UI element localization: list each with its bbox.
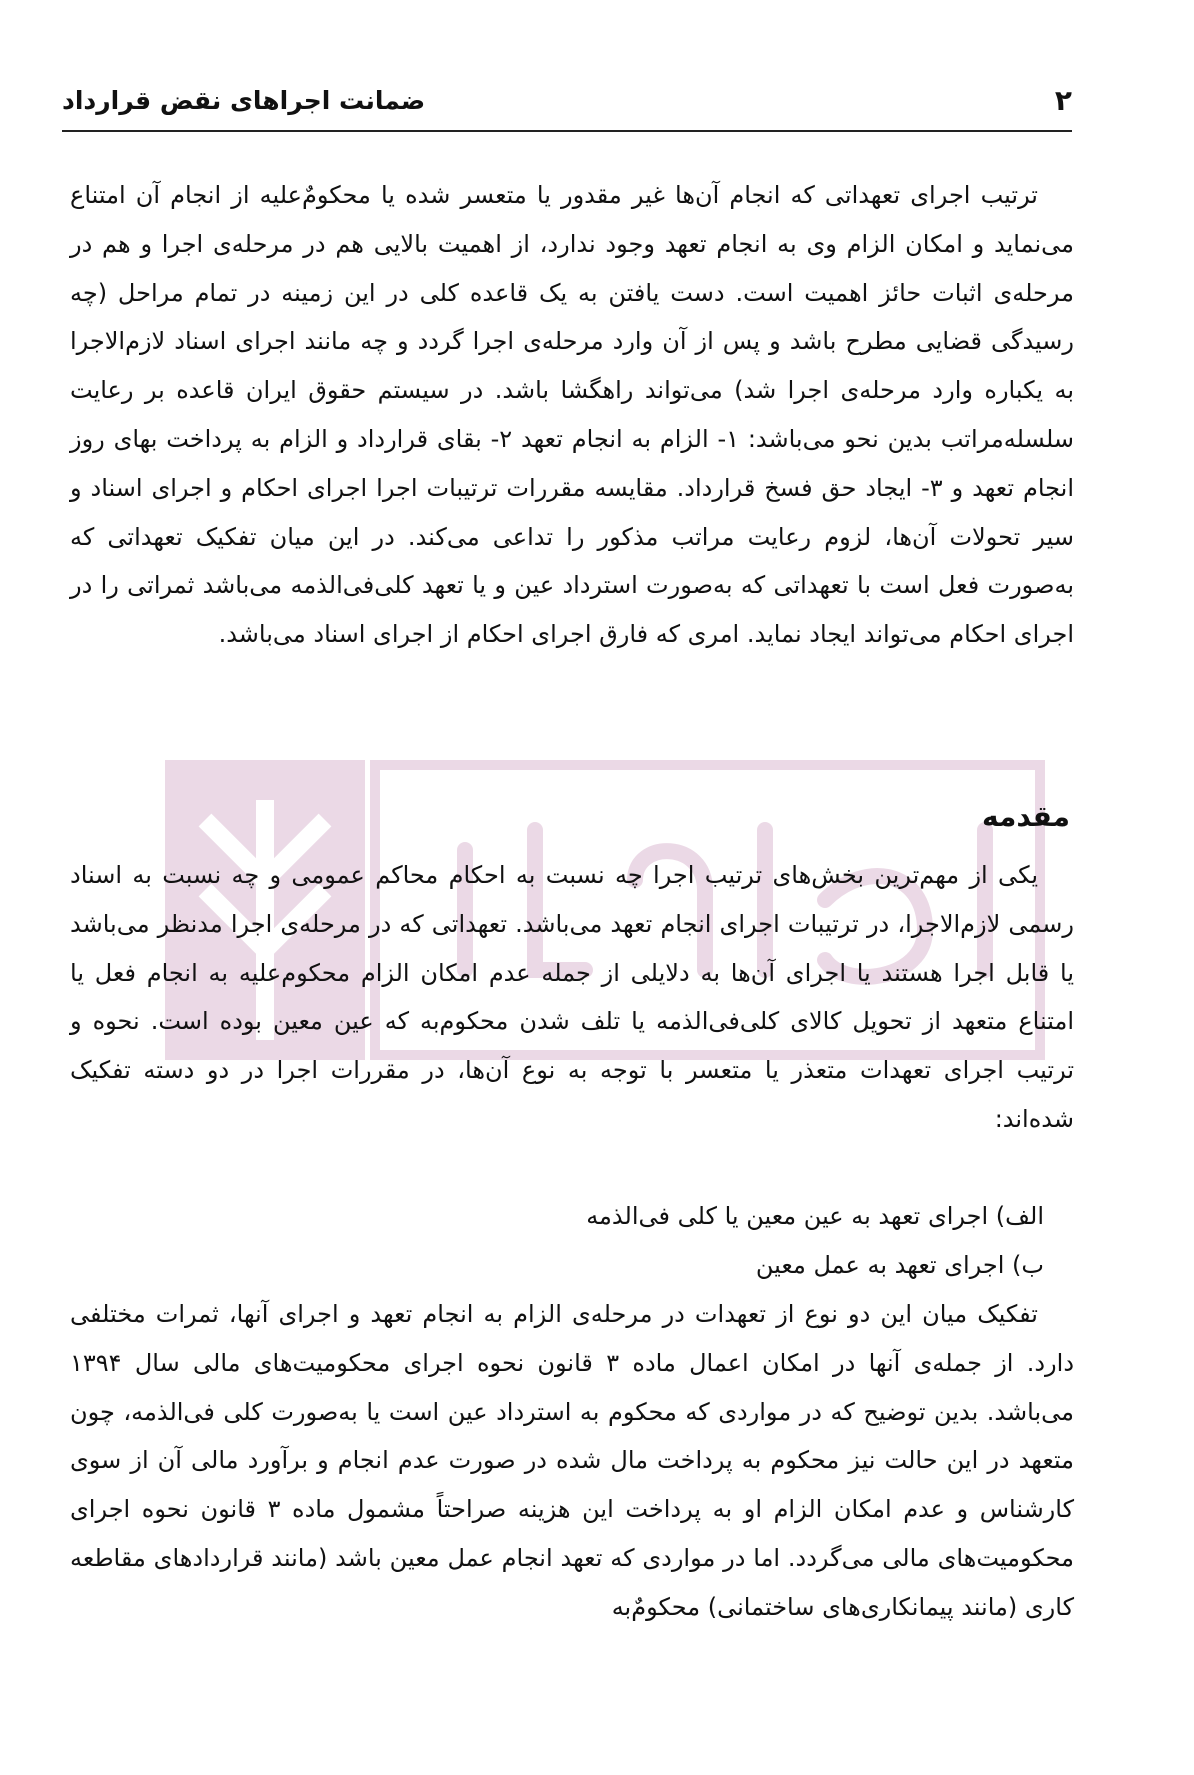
paragraph-distinction: تفکیک میان این دو نوع از تعهدات در مرحله‌ی الزام به انجام تعهد و اجرای آنها، ثمرات مختلفی دارد. از جمله‌ی آنها در امکان اعمال ماده ۳ قانون نحوه اجرای محکومیت‌های مالی سال ۱۳۹۴ می‌باشد. بدین توضیح که در مواردی که محکوم به استرداد عین است یا به‌صورت کلی فی‌الذمه، چون متعهد در این حالت نیز محکوم به پرداخت مال شده در صورت عدم انجام و برآورد مالی آن از سوی کارشناس و عدم امکان الزام او به پرداخت این هزینه صراحتاً مشمول ماده ۳ قانون نحوه اجرای محکومیت‌های مالی می‌گردد. اما در مواردی که تعهد انجام عمل معین باشد (مانند قراردادهای مقاطعه کاری (مانند پیمانکاری‌های ساختمانی) محکومٌ‌به <box>70 1300 1075 1621</box>
list-item-a: الف) اجرای تعهد به عین معین یا کلی فی‌الذمه <box>586 1202 1044 1230</box>
section-heading: مقدمه <box>982 800 1070 833</box>
list-item-b: ب) اجرای تعهد به عمل معین <box>755 1251 1044 1279</box>
paragraph-intro: ترتیب اجرای تعهداتی که انجام آن‌ها غیر مقدور یا متعسر شده یا محکومٌ‌علیه از انجام آن امتناع می‌نماید و امکان الزام وی به انجام تعهد وجود ندارد، از اهمیت بالایی هم در مرحله‌ی اجرا و هم در مرحله‌ی اثبات حائز اهمیت است. دست یافتن به یک قاعده کلی در این زمینه در تمام مراحل (چه رسیدگی قضایی مطرح باشد و پس از آن وارد مرحله‌ی اجرا گردد و چه مانند اجرای اسناد لازم‌الاجرا به یکباره وارد مرحله‌ی اجرا شد) می‌تواند راهگشا باشد. در سیستم حقوق ایران قاعده بر رعایت سلسله‌مراتب بدین نحو می‌باشد: ۱- الزام به انجام تعهد ۲- بقای قرارداد و الزام به پرداخت بهای روز انجام تعهد و ۳- ایجاد حق فسخ قرارداد. مقایسه مقررات ترتیبات اجرا اجرای احکام و اجرای اسناد و سیر تحولات آن‌ها، لزوم رعایت مراتب مذکور را تداعی می‌کند. در این میان تفکیک تعهداتی که به‌صورت فعل است با تعهداتی که به‌صورت استرداد عین و یا تعهد کلی‌فی‌الذمه می‌باشد ثمراتی را در اجرای احکام می‌تواند ایجاد نماید. امری که فارق اجرای احکام از اجرای اسناد می‌باشد. <box>70 181 1075 649</box>
page-number: ۲ <box>1054 84 1072 117</box>
page-header <box>62 78 1072 132</box>
paragraph-introduction: یکی از مهم‌ترین بخش‌های ترتیب اجرا چه نسبت به احکام محاکم عمومی و چه نسبت به اسناد رسمی لازم‌الاجرا، در ترتیبات اجرای انجام تعهد می‌باشد. تعهداتی که در مرحله‌ی اجرا مدنظر می‌باشد یا قابل اجرا هستند یا اجرای آن‌ها به دلایلی از جمله عدم امکان الزام محکوم‌علیه به انجام فعل یا امتناع متعهد از تحویل کالای کلی‌فی‌الذمه یا تلف شدن محکوم‌به که عین معین بوده است. نحوه و ترتیب اجرای تعهدات متعذر یا متعسر با توجه به نوع آن‌ها، در مقررات اجرا در دو دسته تفکیک شده‌اند: <box>70 861 1074 1133</box>
running-title: ضمانت اجراهای نقض قرارداد <box>62 86 426 115</box>
